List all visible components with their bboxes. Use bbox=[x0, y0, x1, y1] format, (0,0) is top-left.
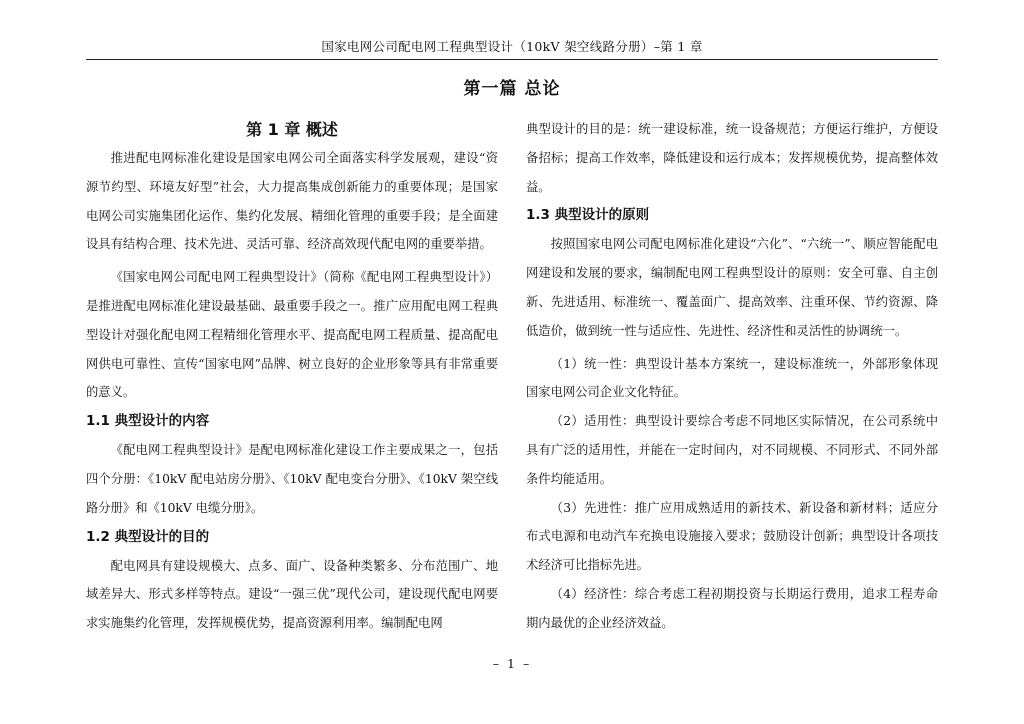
principles-paragraph: 按照国家电网公司配电网标准化建设“六化”、“六统一”、顺应智能配电网建设和发展的要求，编制配电网工程典型设计的原则：安全可靠、自主创新、先进适用、标准统一、覆盖面广、提高效率、注重环保、节约资源、降低造价，做到统一性与适应性、先进性、经济性和灵活性的协调统一。 bbox=[526, 237, 938, 338]
section-heading-1-2: 1.2 典型设计的目的 bbox=[86, 528, 210, 545]
section-1-2-paragraph: 配电网具有建设规模大、点多、面广、设备种类繁多、分布范围广、地域差异大、形式多样等特点。建设“一强三优”现代公司，建设现代配电网要求实施集约化管理，发挥规模优势，提高资源利用率。编制配电网 bbox=[86, 558, 498, 631]
section-1-1-paragraph: 《配电网工程典型设计》是配电网标准化建设工作主要成果之一，包括四个分册：《10kV 配电站房分册》、《10kV 配电变台分册》、《10kV 架空线路分册》和《10kV 电缆分册》。 bbox=[86, 443, 498, 515]
chapter-title: 第 1 章 概述 bbox=[246, 120, 338, 139]
principle-applicability: （2）适用性：典型设计要综合考虑不同地区实际情况，在公司系统中具有广泛的适用性，并能在一定时间内，对不同规模、不同形式、不同外部条件均能适用。 bbox=[526, 414, 938, 486]
principle-advancement: （3）先进性：推广应用成熟适用的新技术、新设备和新材料；适应分布式电源和电动汽车充换电设施接入要求；鼓励设计创新；典型设计各项技术经济可比指标先进。 bbox=[526, 500, 938, 573]
header-divider bbox=[86, 59, 938, 60]
left-column bbox=[86, 115, 498, 638]
intro-paragraph-2: 《国家电网公司配电网工程典型设计》（简称《配电网工程典型设计》）是推进配电网标准化建设最基础、最重要手段之一。推广应用配电网工程典型设计对强化配电网工程精细化管理水平、提高配电网工程质量、提高配电网供电可靠性、宣传“国家电网”品牌、树立良好的企业形象等具有非常重要的意义。 bbox=[86, 270, 498, 400]
section-heading-1-1: 1.1 典型设计的内容 bbox=[86, 413, 210, 430]
page-number: – 1 – bbox=[492, 656, 532, 671]
principle-economy: （4）经济性：综合考虑工程初期投资与长期运行费用，追求工程寿命期内最优的企业经济效益。 bbox=[526, 586, 938, 630]
section-heading-1-3: 1.3 典型设计的原则 bbox=[526, 207, 650, 224]
right-column bbox=[526, 115, 938, 638]
continued-paragraph: 典型设计的目的是：统一建设标准，统一设备规范；方便运行维护，方便设备招标；提高工作效率，降低建设和运行成本；发挥规模优势，提高整体效益。 bbox=[526, 122, 938, 194]
running-header: 国家电网公司配电网工程典型设计（10kV 架空线路分册）–第 1 章 bbox=[321, 39, 703, 54]
principle-unity: （1）统一性：典型设计基本方案统一，建设标准统一，外部形象体现国家电网公司企业文化特征。 bbox=[526, 356, 938, 400]
intro-paragraph-1: 推进配电网标准化建设是国家电网公司全面落实科学发展观，建设“资源节约型、环境友好型”社会，大力提高集成创新能力的重要体现；是国家电网公司实施集团化运作、集约化发展、精细化管理的重要手段；是全面建设具有结构合理、技术先进、灵活可靠、经济高效现代配电网的重要举措。 bbox=[86, 151, 498, 252]
part-title: 第一篇 总论 bbox=[463, 79, 561, 99]
